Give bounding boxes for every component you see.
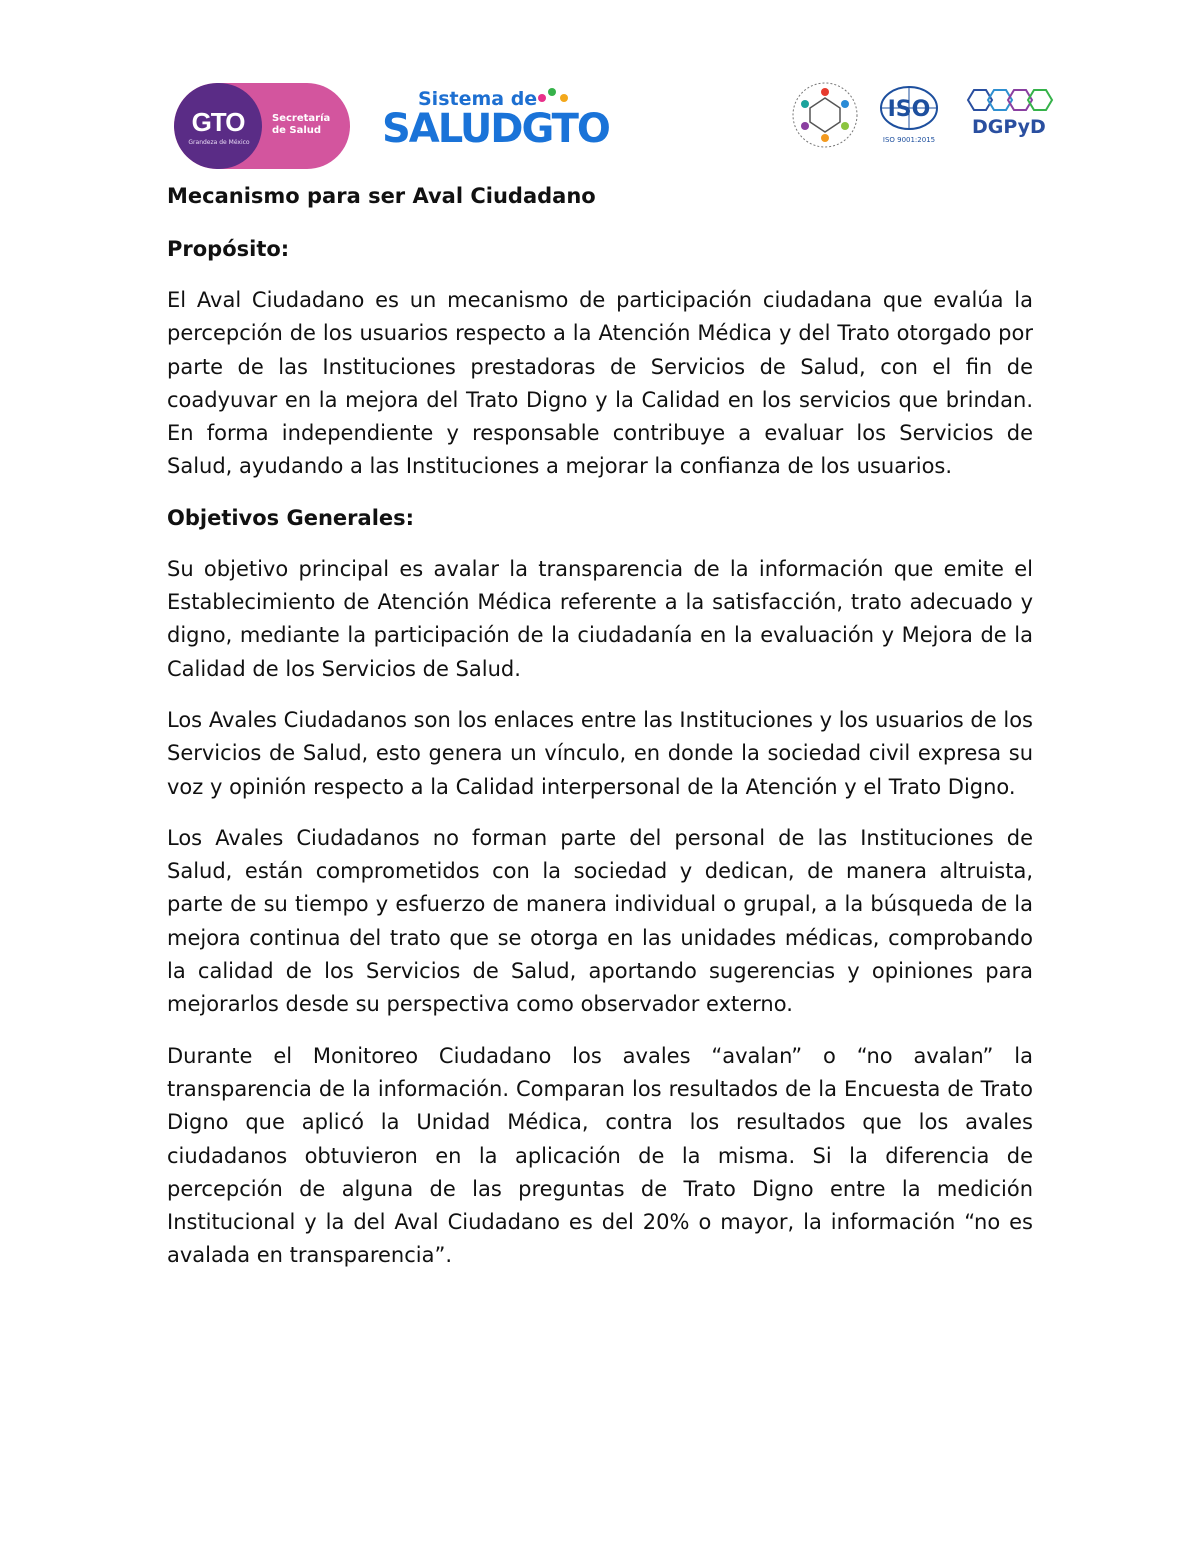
sistema-salud-gto-logo (380, 86, 609, 156)
document-title: Mecanismo para ser Aval Ciudadano (167, 184, 596, 208)
sistema-de-text: Sistema de (418, 88, 538, 110)
gto-secretaria-salud-logo (174, 83, 350, 169)
gto-tagline: Grandeza de México (188, 139, 250, 146)
paragraph-proposito: El Aval Ciudadano es un mecanismo de participación ciudadana que evalúa la percepción de los usuarios respecto a la Atención Médica y del Trato otorgado por parte de las Instituciones prestadoras de Servicios de Salud, con el fin de coadyuvar en la mejora del Trato Digno y la Calidad en los servicios que brindan. En forma independiente y responsable contribuye a evaluar los Servicios de Salud, ayudando a las Instituciones a mejorar la confianza de los usuarios. (167, 288, 1033, 479)
paragraph-enlaces: Los Avales Ciudadanos son los enlaces entre las Instituciones y los usuarios de los Servicios de Salud, esto genera un vínculo, en donde la sociedad civil expresa su voz y opinión respecto a la Calidad interpersonal de la Atención y el Trato Digno. (167, 707, 1033, 799)
iso-9001-logo (878, 86, 940, 148)
saludgto-text: SALUDGTO (382, 106, 609, 152)
paragraph-monitoreo: Durante el Monitoreo Ciudadano los avales “avalan” o “no avalan” la transparencia de la información. Comparan los resultados de la Encuesta de Trato Digno que aplicó la Unidad Médica, contra los resultados que los avales ciudadanos obtuvieron en la aplicación de la misma. Si la diferencia de percepción de alguna de las preguntas de Trato Digno entre la medición Institucional y la del Aval Ciudadano es del 20% o mayor, la información “no es avalada en transparencia”. (167, 1043, 1033, 1268)
iso-wordmark: ISO (887, 97, 931, 122)
section-heading-objetivos-generales: Objetivos Generales: (167, 505, 415, 530)
section-heading-proposito: Propósito: (167, 237, 290, 261)
gto-wordmark: GTO (191, 107, 245, 137)
paragraph-objetivo-principal: Su objetivo principal es avalar la transparencia de la información que emite el Establecimiento de Atención Médica referente a la satisfacción, trato adecuado y digno, mediante la participación de la ciudadanía en la evaluación y Mejora de la Calidad de los Servicios de Salud. (167, 556, 1033, 681)
secretaria-salud-label: Secretaría de Salud (272, 113, 331, 136)
dgpyd-wordmark: DGPyD (972, 116, 1046, 138)
aval-ciudadano-emblem-logo (790, 80, 860, 150)
iso-caption: ISO 9001:2015 (882, 136, 936, 144)
dgpyd-logo (962, 86, 1062, 146)
document-body (167, 180, 1033, 1291)
paragraph-no-personal: Los Avales Ciudadanos no forman parte del personal de las Instituciones de Salud, están comprometidos con la sociedad y dedican, de manera altruista, parte de su tiempo y esfuerzo de manera individual o grupal, a la búsqueda de la mejora continua del trato que se otorga en las unidades médicas, comprobando la calidad de los Servicios de Salud, aportando sugerencias y opiniones para mejorarlos desde su perspectiva como observador externo. (167, 825, 1033, 1017)
